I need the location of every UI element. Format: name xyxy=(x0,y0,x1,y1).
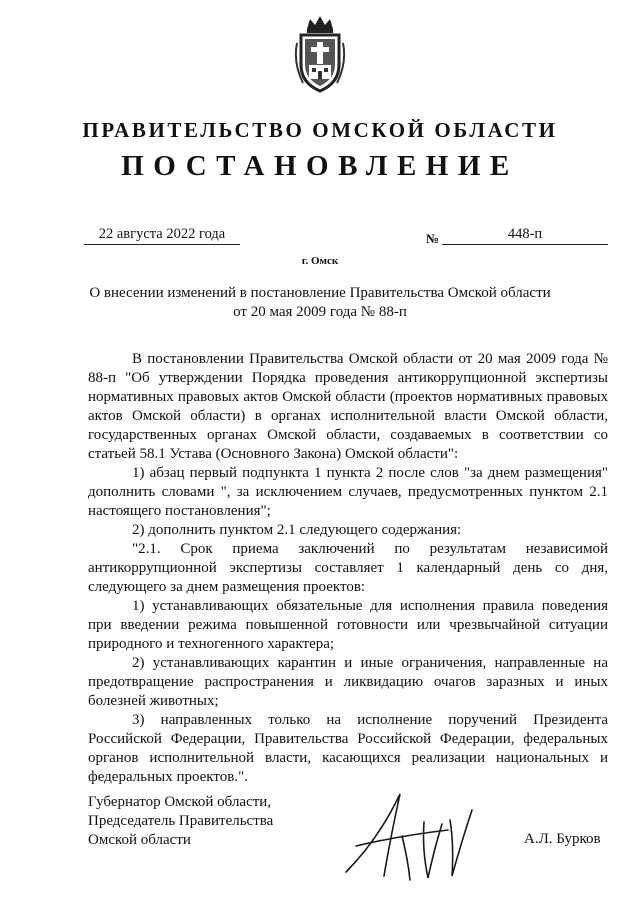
issue-city: г. Омск xyxy=(301,255,339,267)
number-sign: № xyxy=(426,231,440,246)
handwritten-signature xyxy=(338,780,488,890)
body-paragraph: 2) дополнить пунктом 2.1 следующего содержания: xyxy=(132,522,462,538)
signatory-name: А.Л. Бурков xyxy=(524,831,601,847)
body-paragraph: 2) устанавливающих карантин и иные ограничения, направленные на предотвращение распространения и ликвидацию очагов заразных и иных болезней животных; xyxy=(88,655,608,709)
signatory-position xyxy=(88,793,273,850)
subject-line: от 20 мая 2009 года № 88-п xyxy=(233,304,407,320)
position-line: Омской области xyxy=(88,832,191,848)
position-line: Губернатор Омской области, xyxy=(88,794,272,810)
government-title: ПРАВИТЕЛЬСТВО ОМСКОЙ ОБЛАСТИ xyxy=(82,118,558,142)
body-paragraph: 1) устанавливающих обязательные для исполнения правила поведения при введении режима повышенной готовности или чрезвычайной ситуации природного и техногенного характера; xyxy=(88,598,608,652)
coat-of-arms-icon xyxy=(293,13,347,95)
document-type-title: ПОСТАНОВЛЕНИЕ xyxy=(121,150,519,182)
document-number: 448-п xyxy=(442,226,608,245)
document-date: 22 августа 2022 года xyxy=(84,226,240,245)
body-paragraph: 1) абзац первый подпункта 1 пункта 2 после слов "за днем размещения" дополнить словами ", за исключением случаев, предусмотренных пунктом 2.1 настоящего постановления"; xyxy=(88,465,608,519)
body-paragraph: В постановлении Правительства Омской области от 20 мая 2009 года № 88-п "Об утверждении Порядка проведения антикоррупционной экспертизы нормативных правовых актов Омской области (проектов нормативных правовых актов Омской области) в органах исполнительной власти Омской области, государственных органах Омской области, создаваемых в соответствии со статьей 58.1 Устава (Основного Закона) Омской области": xyxy=(88,351,608,462)
body-paragraph: "2.1. Срок приема заключений по результатам независимой антикоррупционной экспертизы составляет 1 календарный день со дня, следующего за днем размещения проектов: xyxy=(88,541,608,595)
subject-line: О внесении изменений в постановление Правительства Омской области xyxy=(89,285,551,301)
document-body xyxy=(88,350,608,787)
body-paragraph: 3) направленных только на исполнение поручений Президента Российской Федерации, Правительства Российской Федерации, федеральных органов исполнительной власти, касающихся реализации национальных и федеральных проектов.". xyxy=(88,712,608,785)
position-line: Председатель Правительства xyxy=(88,813,274,829)
document-subject xyxy=(60,284,580,322)
